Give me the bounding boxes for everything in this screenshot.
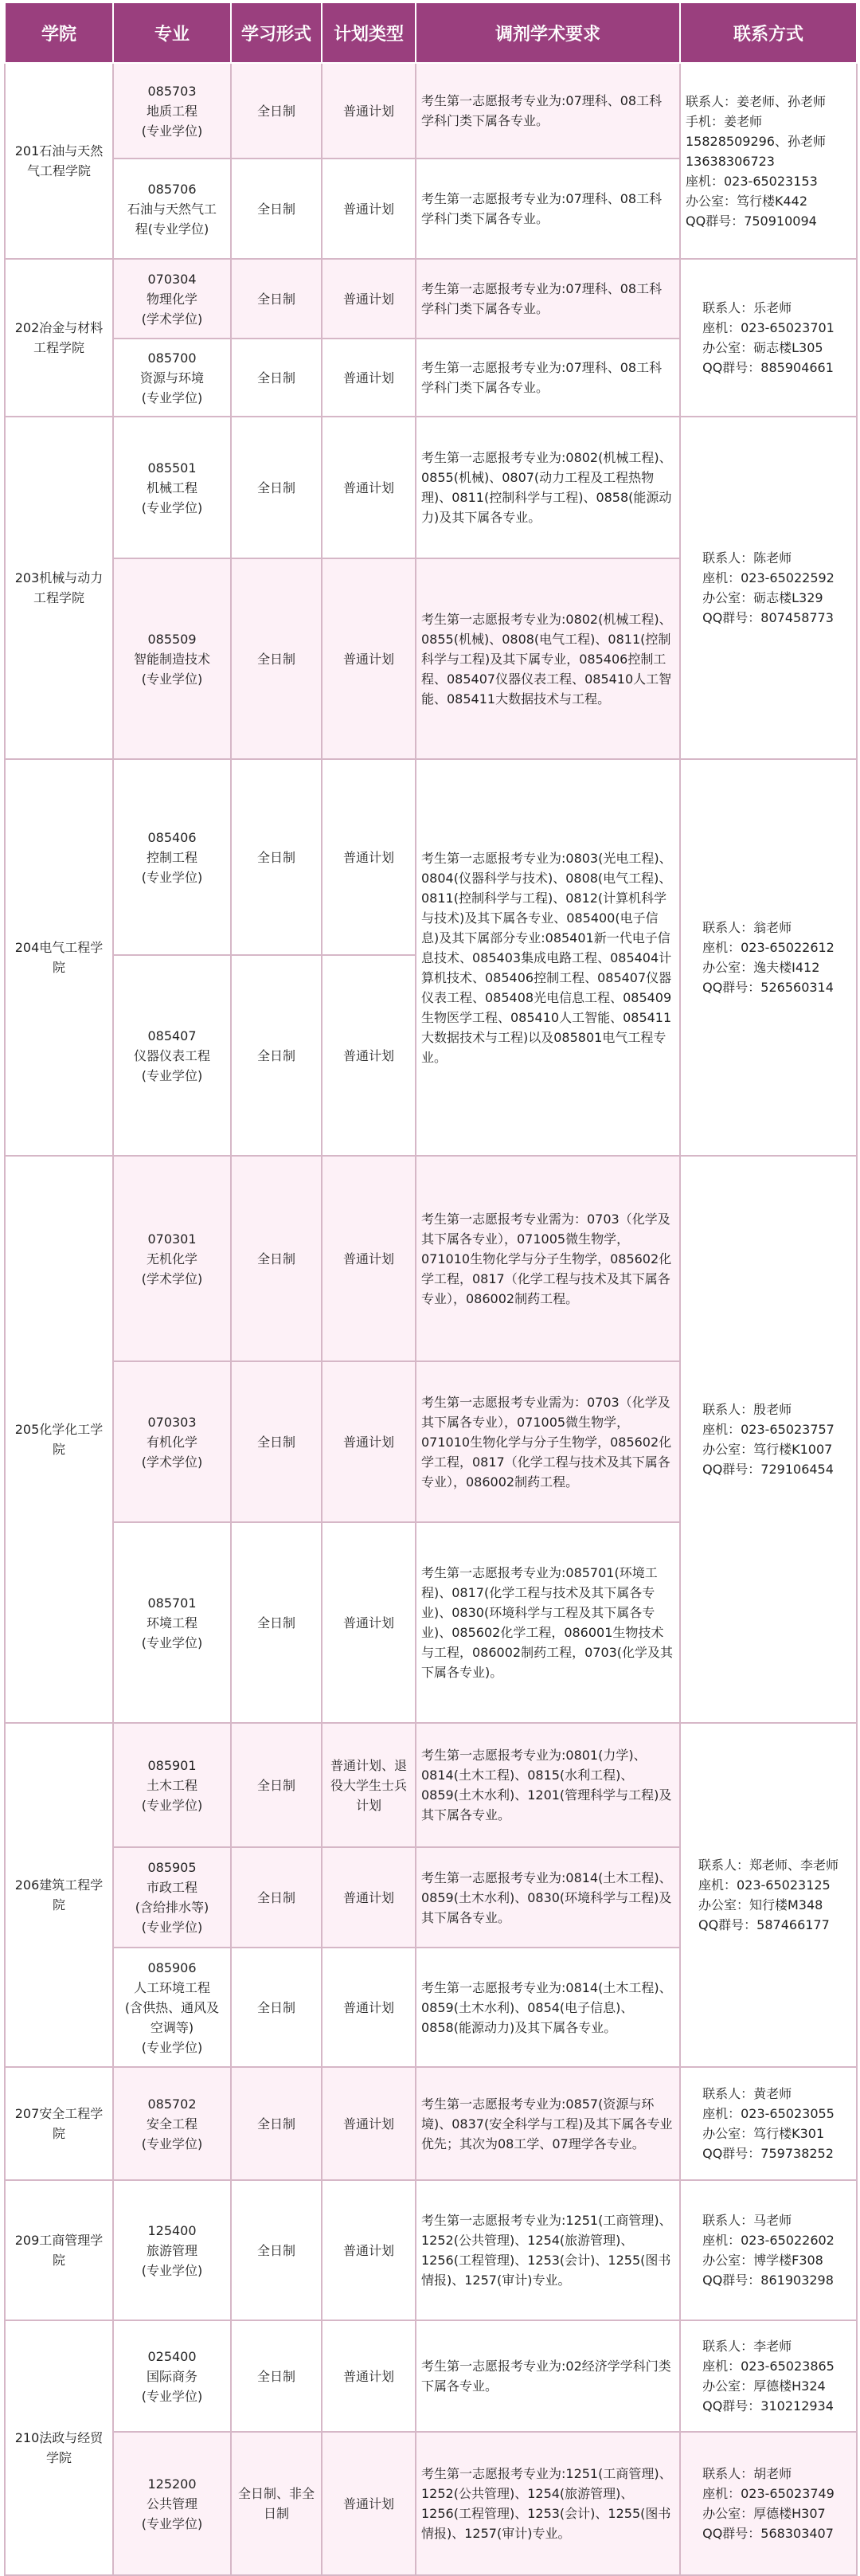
adjustment-table xyxy=(4,2,858,2576)
requirement xyxy=(416,2180,680,2320)
college-name: 204电气工程学院 xyxy=(5,759,113,1156)
contact-info xyxy=(680,2180,857,2320)
major-line: 物理化学 xyxy=(146,291,197,307)
requirement xyxy=(416,159,680,259)
major-cell xyxy=(113,339,231,417)
major-line: 程(专业学位) xyxy=(135,221,209,237)
major-line: 国际商务 xyxy=(146,2368,197,2384)
contact-line: 座机：023-65023055 xyxy=(702,2106,835,2121)
major-line: 070303 xyxy=(147,1414,197,1430)
major-line: 土木工程 xyxy=(146,1777,197,1793)
requirement xyxy=(416,558,680,759)
requirement-text: 考生第一志愿报考专业为:0814(土木工程)、0859(土木水利)、0854(电子信息)、0858(能源动力)及其下属各专业。 xyxy=(421,1979,672,2035)
major-line: 有机化学 xyxy=(146,1434,197,1450)
requirement-text: 考生第一志愿报考专业需为：0703（化学及其下属各专业），071005微生物学，071010生物化学与分子生物学，085602化学工程，0817（化学工程与技术及其下属各专业），086002制药工程。 xyxy=(421,1394,672,1490)
major-line: 025400 xyxy=(147,2348,197,2364)
major-cell xyxy=(113,1361,231,1522)
major-line: 085905 xyxy=(147,1860,197,1875)
major-line: (含给排水等) xyxy=(135,1900,209,1915)
major-line: 085703 xyxy=(147,83,197,99)
contact-line: QQ群号：587466177 xyxy=(698,1917,830,1932)
study-mode: 全日制、非全日制 xyxy=(231,2432,322,2575)
major-cell xyxy=(113,63,231,159)
major-line: 空调等) xyxy=(150,2019,194,2035)
contact-block xyxy=(702,2336,835,2416)
requirement xyxy=(416,259,680,339)
major-cell xyxy=(113,2180,231,2320)
plan-type: 普通计划 xyxy=(322,1522,416,1723)
major-cell xyxy=(113,1847,231,1948)
study-mode: 全日制 xyxy=(231,2180,322,2320)
major-cell xyxy=(113,259,231,339)
major-line: 石油与天然气工 xyxy=(127,201,217,217)
study-mode: 全日制 xyxy=(231,1948,322,2067)
study-mode: 全日制 xyxy=(231,1723,322,1847)
requirement-text: 考生第一志愿报考专业为:0801(力学)、0814(土木工程)、0815(水利工程)、0859(土木水利)、1201(管理科学与工程)及其下属各专业。 xyxy=(421,1748,672,1822)
major-line: (专业学位) xyxy=(141,2039,203,2055)
major-line: 旅游管理 xyxy=(146,2242,197,2258)
major-line: 智能制造技术 xyxy=(133,651,210,667)
contact-line: 座机：023-65022592 xyxy=(702,570,835,585)
contact-line: 联系人：姜老师、孙老师 xyxy=(686,93,827,109)
major-cell xyxy=(113,1948,231,2067)
table-row xyxy=(5,259,857,339)
contact-line: 联系人：翁老师 xyxy=(702,920,792,935)
requirement-text: 考生第一志愿报考专业为:02经济学学科门类下属各专业。 xyxy=(421,2359,671,2394)
major-line: 085700 xyxy=(147,350,197,366)
contact-block xyxy=(702,298,835,378)
header-requirement: 调剂学术要求 xyxy=(416,2,680,63)
college-name: 210法政与经贸学院 xyxy=(5,2320,113,2575)
contact-line: 办公室：笃行楼K301 xyxy=(702,2126,825,2141)
contact-line: QQ群号：750910094 xyxy=(686,213,817,229)
plan-type: 普通计划 xyxy=(322,259,416,339)
contact-line: QQ群号：729106454 xyxy=(702,1462,834,1477)
contact-line: 办公室：厚德楼H324 xyxy=(702,2378,826,2394)
major-line: 085501 xyxy=(147,460,197,476)
contact-info xyxy=(680,1723,857,2067)
requirement-text: 考生第一志愿报考专业为:0802(机械工程)、0855(机械)、0807(动力工程及工程热物理)、0811(控制科学与工程)、0858(能源动力)及其下属各专业。 xyxy=(421,450,672,525)
contact-info xyxy=(680,2067,857,2180)
major-line: 控制工程 xyxy=(146,849,197,865)
college-name: 207安全工程学院 xyxy=(5,2067,113,2180)
major-line: 085706 xyxy=(147,181,197,197)
plan-type: 普通计划 xyxy=(322,759,416,955)
major-line: (学术学位) xyxy=(141,311,203,327)
college-name: 203机械与动力工程学院 xyxy=(5,417,113,759)
major-line: 085406 xyxy=(147,829,197,845)
major-cell xyxy=(113,1723,231,1847)
major-line: 市政工程 xyxy=(146,1880,197,1895)
requirement-text: 考生第一志愿报考专业为:07理科、08工科学科门类下属各专业。 xyxy=(421,360,663,395)
major-cell xyxy=(113,558,231,759)
plan-type: 普通计划 xyxy=(322,63,416,159)
major-line: 070301 xyxy=(147,1231,197,1247)
study-mode: 全日制 xyxy=(231,1847,322,1948)
major-line: 公共管理 xyxy=(146,2496,197,2511)
contact-block xyxy=(702,2210,835,2290)
major-line: 085901 xyxy=(147,1757,197,1773)
requirement-text: 考生第一志愿报考专业为:1251(工商管理)、1252(公共管理)、1254(旅游管理)、1256(工程管理)、1253(会计)、1255(图书情报)、1257(审计)专业。 xyxy=(421,2213,672,2288)
major-line: 机械工程 xyxy=(146,480,197,495)
major-line: 125200 xyxy=(147,2476,197,2492)
header-plan-type: 计划类型 xyxy=(322,2,416,63)
requirement xyxy=(416,63,680,159)
major-cell xyxy=(113,2432,231,2575)
major-line: (专业学位) xyxy=(141,2136,203,2151)
header-contact: 联系方式 xyxy=(680,2,857,63)
contact-line: 联系人：马老师 xyxy=(702,2213,792,2228)
requirement xyxy=(416,1522,680,1723)
major-line: 085906 xyxy=(147,1959,197,1975)
major-line: 085702 xyxy=(147,2096,197,2112)
study-mode: 全日制 xyxy=(231,558,322,759)
contact-info xyxy=(680,417,857,759)
study-mode: 全日制 xyxy=(231,2067,322,2180)
contact-line: 联系人：郑老师、李老师 xyxy=(698,1858,838,1873)
major-line: (含供热、通风及 xyxy=(124,1999,220,2015)
contact-line: 手机：姜老师15828509296、孙老师13638306723 xyxy=(686,113,826,169)
college-name: 209工商管理学院 xyxy=(5,2180,113,2320)
requirement-text: 考生第一志愿报考专业为:07理科、08工科学科门类下属各专业。 xyxy=(421,93,663,128)
plan-type: 普通计划 xyxy=(322,159,416,259)
requirement xyxy=(416,1156,680,1361)
header-college: 学院 xyxy=(5,2,113,63)
major-line: (学术学位) xyxy=(141,1270,203,1286)
requirement-text: 考生第一志愿报考专业为:0803(光电工程)、0804(仪器科学与技术)、0808(电气工程)、0811(控制科学与工程)、0812(计算机科学与技术)及其下属各专业、085400(电子信息)及其下属部分专业:085401新一代电子信息技术、085403集成电路工程、085404计算机技术、085406控制工程、085407仪器仪表工程、085408光电信息工程、085409生物医学工程、085410人工智能、085411大数据技术与工程)以及085801电气工程专业。 xyxy=(421,850,672,1065)
major-cell xyxy=(113,1522,231,1723)
requirement xyxy=(416,759,680,1156)
header-study-mode: 学习形式 xyxy=(231,2,322,63)
table-row xyxy=(5,759,857,955)
college-name: 201石油与天然气工程学院 xyxy=(5,63,113,259)
contact-block xyxy=(702,918,835,997)
contact-line: 联系人：黄老师 xyxy=(702,2086,792,2101)
major-line: 085701 xyxy=(147,1595,197,1611)
major-line: (专业学位) xyxy=(141,2515,203,2531)
study-mode: 全日制 xyxy=(231,63,322,159)
major-line: (专业学位) xyxy=(141,1920,203,1935)
study-mode: 全日制 xyxy=(231,759,322,955)
contact-line: 座机：023-65022602 xyxy=(702,2233,835,2248)
study-mode: 全日制 xyxy=(231,1522,322,1723)
contact-line: 办公室：砺志楼L305 xyxy=(702,340,823,355)
study-mode: 全日制 xyxy=(231,417,322,558)
requirement xyxy=(416,2067,680,2180)
major-line: 125400 xyxy=(147,2222,197,2238)
college-name: 205化学化工学院 xyxy=(5,1156,113,1723)
requirement xyxy=(416,2432,680,2575)
requirement xyxy=(416,1723,680,1847)
requirement-text: 考生第一志愿报考专业为:07理科、08工科学科门类下属各专业。 xyxy=(421,281,663,316)
college-name: 206建筑工程学院 xyxy=(5,1723,113,2067)
contact-line: 办公室：厚德楼H307 xyxy=(702,2506,826,2521)
plan-type: 普通计划 xyxy=(322,558,416,759)
table-body xyxy=(5,63,857,2575)
major-line: (学术学位) xyxy=(141,1454,203,1470)
contact-block xyxy=(686,92,851,231)
major-cell xyxy=(113,159,231,259)
header-row xyxy=(5,2,857,63)
contact-block xyxy=(698,1855,838,1935)
contact-line: 联系人：李老师 xyxy=(702,2339,792,2354)
requirement xyxy=(416,417,680,558)
contact-line: 座机：023-65023749 xyxy=(702,2486,835,2501)
study-mode: 全日制 xyxy=(231,955,322,1156)
major-line: (专业学位) xyxy=(141,1634,203,1650)
major-line: 人工环境工程 xyxy=(133,1979,210,1995)
contact-line: 联系人：殷老师 xyxy=(702,1402,792,1417)
contact-line: 办公室：博学楼F308 xyxy=(702,2253,823,2268)
requirement xyxy=(416,1948,680,2067)
contact-line: 联系人：陈老师 xyxy=(702,550,792,566)
contact-line: 办公室：笃行楼K1007 xyxy=(702,1442,833,1457)
major-line: 仪器仪表工程 xyxy=(133,1047,210,1063)
contact-info xyxy=(680,759,857,1156)
contact-line: QQ群号：807458773 xyxy=(702,610,834,625)
requirement-text: 考生第一志愿报考专业为:0802(机械工程)、0855(机械)、0808(电气工程)、0811(控制科学与工程)及其下属专业，085406控制工程、085407仪器仪表工程、085410人工智能、085411大数据技术与工程。 xyxy=(421,611,672,707)
requirement-text: 考生第一志愿报考专业为:085701(环境工程)、0817(化学工程与技术及其下属各专业)、0830(环境科学与工程及其下属各专业)、085602化学工程，086001生物技术与工程，086002制药工程，0703(化学及其下属各专业)。 xyxy=(421,1565,674,1680)
major-line: 安全工程 xyxy=(146,2116,197,2132)
major-line: 地质工程 xyxy=(146,103,197,119)
contact-block xyxy=(702,2084,835,2163)
contact-block xyxy=(702,548,835,628)
contact-line: QQ群号：861903298 xyxy=(702,2273,834,2288)
major-line: 环境工程 xyxy=(146,1615,197,1631)
header-major: 专业 xyxy=(113,2,231,63)
contact-block xyxy=(702,1400,835,1479)
table-row xyxy=(5,2432,857,2575)
major-line: 085407 xyxy=(147,1028,197,1043)
plan-type: 普通计划 xyxy=(322,1847,416,1948)
major-line: (专业学位) xyxy=(141,671,203,687)
major-cell xyxy=(113,417,231,558)
table-row xyxy=(5,63,857,159)
requirement xyxy=(416,2320,680,2432)
contact-line: QQ群号：310212934 xyxy=(702,2398,834,2414)
major-line: 070304 xyxy=(147,271,197,287)
plan-type: 普通计划 xyxy=(322,1156,416,1361)
plan-type: 普通计划、退役大学生士兵计划 xyxy=(322,1723,416,1847)
requirement xyxy=(416,1361,680,1522)
college-name: 202冶金与材料工程学院 xyxy=(5,259,113,417)
requirement-text: 考生第一志愿报考专业为:1251(工商管理)、1252(公共管理)、1254(旅游管理)、1256(工程管理)、1253(会计)、1255(图书情报)、1257(审计)专业。 xyxy=(421,2466,672,2541)
contact-line: 座机：023-65023701 xyxy=(702,320,835,335)
major-line: 资源与环境 xyxy=(139,370,204,386)
major-line: (专业学位) xyxy=(141,2388,203,2404)
study-mode: 全日制 xyxy=(231,159,322,259)
major-line: 085509 xyxy=(147,631,197,647)
study-mode: 全日制 xyxy=(231,1361,322,1522)
requirement xyxy=(416,339,680,417)
contact-line: 座机：023-65023757 xyxy=(702,1422,835,1437)
requirement-text: 考生第一志愿报考专业为:0857(资源与环境)、0837(安全科学与工程)及其下属各专业优先；其次为08工学、07理学各专业。 xyxy=(421,2096,673,2151)
contact-info xyxy=(680,1156,857,1723)
table-row xyxy=(5,2320,857,2432)
plan-type: 普通计划 xyxy=(322,2067,416,2180)
major-line: 无机化学 xyxy=(146,1251,197,1266)
requirement-text: 考生第一志愿报考专业为:07理科、08工科学科门类下属各专业。 xyxy=(421,191,663,226)
contact-info xyxy=(680,259,857,417)
requirement-text: 考生第一志愿报考专业为:0814(土木工程)、0859(土木水利)、0830(环境科学与工程)及其下属各专业。 xyxy=(421,1869,672,1925)
major-cell xyxy=(113,759,231,955)
major-line: (专业学位) xyxy=(141,390,203,405)
major-line: (专业学位) xyxy=(141,2262,203,2278)
contact-line: 联系人：胡老师 xyxy=(702,2466,792,2481)
major-cell xyxy=(113,955,231,1156)
contact-line: 办公室：砺志楼L329 xyxy=(702,590,823,605)
requirement-text: 考生第一志愿报考专业需为：0703（化学及其下属各专业），071005微生物学，071010生物化学与分子生物学，085602化学工程，0817（化学工程与技术及其下属各专业），086002制药工程。 xyxy=(421,1211,672,1306)
major-line: (专业学位) xyxy=(141,123,203,139)
major-cell xyxy=(113,2320,231,2432)
table-row xyxy=(5,1723,857,1847)
contact-line: 座机：023-65023125 xyxy=(698,1877,831,1893)
contact-line: 办公室：知行楼M348 xyxy=(698,1897,823,1912)
contact-block xyxy=(702,2464,835,2543)
plan-type: 普通计划 xyxy=(322,1948,416,2067)
study-mode: 全日制 xyxy=(231,1156,322,1361)
plan-type: 普通计划 xyxy=(322,417,416,558)
contact-info xyxy=(680,63,857,259)
major-line: (专业学位) xyxy=(141,499,203,515)
major-line: (专业学位) xyxy=(141,1797,203,1813)
contact-line: QQ群号：759738252 xyxy=(702,2146,834,2161)
contact-line: 座机：023-65023153 xyxy=(686,173,818,189)
plan-type: 普通计划 xyxy=(322,1361,416,1522)
study-mode: 全日制 xyxy=(231,2320,322,2432)
contact-line: QQ群号：885904661 xyxy=(702,360,834,375)
table-row xyxy=(5,2180,857,2320)
plan-type: 普通计划 xyxy=(322,2180,416,2320)
contact-line: QQ群号：526560314 xyxy=(702,980,834,995)
plan-type: 普通计划 xyxy=(322,2320,416,2432)
plan-type: 普通计划 xyxy=(322,2432,416,2575)
major-cell xyxy=(113,2067,231,2180)
study-mode: 全日制 xyxy=(231,259,322,339)
contact-line: 座机：023-65023865 xyxy=(702,2359,835,2374)
plan-type: 普通计划 xyxy=(322,339,416,417)
major-line: (专业学位) xyxy=(141,869,203,885)
table-row xyxy=(5,1156,857,1361)
major-cell xyxy=(113,1156,231,1361)
study-mode: 全日制 xyxy=(231,339,322,417)
contact-line: 座机：023-65022612 xyxy=(702,940,835,955)
table-row xyxy=(5,2067,857,2180)
contact-line: 办公室：笃行楼K442 xyxy=(686,193,808,209)
contact-info xyxy=(680,2320,857,2432)
contact-line: 办公室：逸夫楼I412 xyxy=(702,960,820,975)
table-row xyxy=(5,417,857,558)
contact-line: QQ群号：568303407 xyxy=(702,2526,834,2541)
plan-type: 普通计划 xyxy=(322,955,416,1156)
contact-line: 联系人：乐老师 xyxy=(702,300,792,315)
contact-info xyxy=(680,2432,857,2575)
major-line: (专业学位) xyxy=(141,1067,203,1083)
requirement xyxy=(416,1847,680,1948)
